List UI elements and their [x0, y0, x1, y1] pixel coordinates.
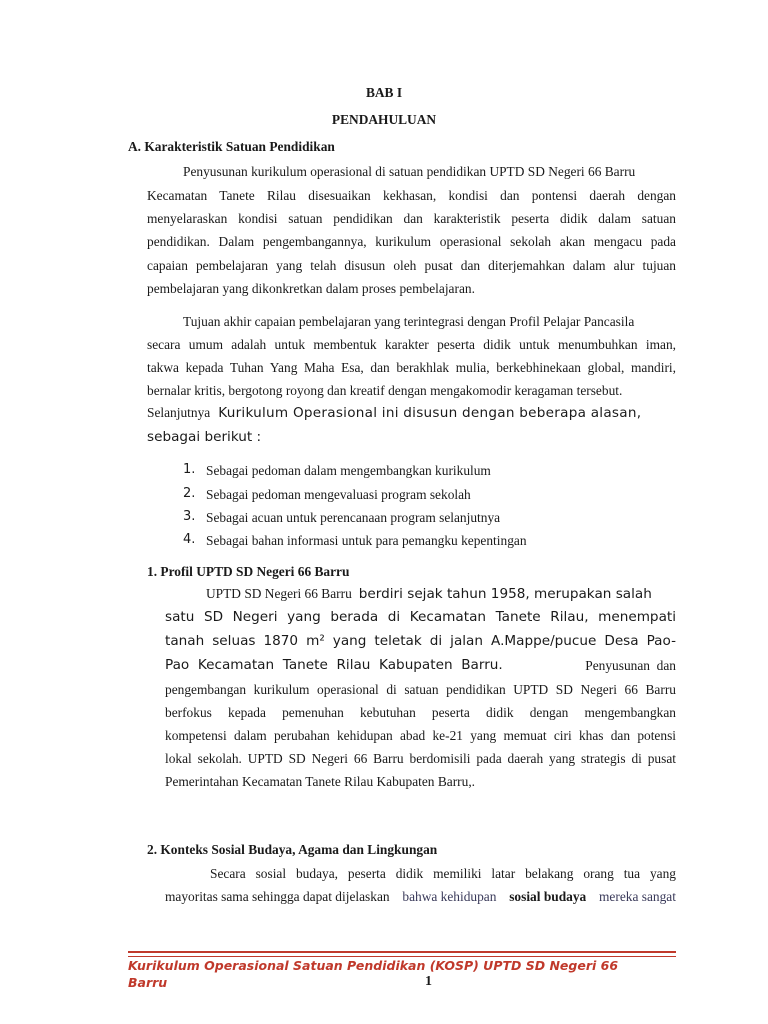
sub1-serif-line: kompetensi dalam perubahan kehidupan abad ke-21 yang memuat ciri khas dan potensi: [165, 728, 676, 743]
footer-title-line2: Barru: [128, 975, 168, 990]
reason-number: 3.: [183, 509, 196, 524]
sub2-line1: Secara sosial budaya, peserta didik memiliki latar belakang orang tua yang: [210, 866, 676, 881]
footer-rule-thin: [128, 956, 676, 957]
chapter-title: PENDAHULUAN: [331, 112, 437, 127]
page-number: 1: [425, 974, 432, 989]
reason-number: 4.: [183, 532, 196, 547]
p1-line: menyelaraskan kondisi satuan pendidikan dan karakteristik peserta didik dalam satuan: [147, 211, 676, 226]
sub1-sans-line: tanah seluas 1870 m² yang teletak di jalan A.Mappe/pucue Desa Pao-: [165, 633, 676, 649]
p1-line: pendidikan. Dalam pengembangannya, kurikulum operasional sekolah akan mengacu pada: [147, 234, 676, 249]
reason-text: Sebagai pedoman dalam mengembangkan kurikulum: [206, 463, 491, 478]
reason-text: Sebagai pedoman mengevaluasi program sekolah: [206, 487, 471, 502]
p2-line: Tujuan akhir capaian pembelajaran yang terintegrasi dengan Profil Pelajar Pancasila: [183, 314, 635, 329]
sub1-line1: [206, 585, 652, 603]
sub2-line2-c: mereka sangat: [599, 889, 676, 904]
p2-line: bernalar kritis, bergotong royong dan kreatif dengan mengakomodir keragaman tersebut.: [147, 383, 623, 398]
reason-text: Sebagai bahan informasi untuk para pemangku kepentingan: [206, 533, 527, 548]
p1-line: Penyusunan kurikulum operasional di satuan pendidikan UPTD SD Negeri 66 Barru: [183, 164, 636, 179]
p2-line: takwa kepada Tuhan Yang Maha Esa, dan berakhlak mulia, berkebhinekaan global, mandiri,: [147, 360, 676, 375]
chapter-label: BAB I: [365, 85, 403, 100]
sub1-serif-line: lokal sekolah. UPTD SD Negeri 66 Barru berdomisili pada daerah yang strategis di pusat: [165, 751, 676, 766]
sub1-line4-serif: Penyusunan dan: [585, 658, 676, 673]
p1-line: pembelajaran yang dikonkretkan dalam proses pembelajaran.: [147, 281, 475, 296]
sub2-line2-a: mayoritas sama sehingga dapat dijelaskan: [165, 889, 390, 904]
reason-number: 1.: [183, 462, 196, 477]
sub1-sans-line: satu SD Negeri yang berada di Kecamatan Tanete Rilau, menempati: [165, 609, 676, 625]
sub1-last-line: Pemerintahan Kecamatan Tanete Rilau Kabupaten Barru,.: [165, 774, 476, 789]
sub1-heading: 1. Profil UPTD SD Negeri 66 Barru: [147, 564, 350, 579]
sub1-line4-sans: Pao Kecamatan Tanete Rilau Kabupaten Barru.: [165, 657, 503, 673]
sub1-line1-sans: berdiri sejak tahun 1958, merupakan salah: [358, 586, 652, 602]
section-a-heading: A. Karakteristik Satuan Pendidikan: [128, 139, 335, 154]
sub2-heading: 2. Konteks Sosial Budaya, Agama dan Lingkungan: [147, 842, 438, 857]
p2-line-6: sebagai berikut :: [147, 429, 262, 445]
sub1-serif-line: pengembangan kurikulum operasional di satuan pendidikan UPTD SD Negeri 66 Barru: [165, 682, 676, 697]
sub2-line2: [165, 889, 676, 905]
p1-line: capaian pembelajaran yang telah disusun oleh pusat dan diterjemahkan dalam alur tujuan: [147, 258, 676, 273]
sub1-line4: [165, 656, 676, 674]
footer-rule-thick: [128, 951, 676, 953]
footer-title: Kurikulum Operasional Satuan Pendidikan (KOSP) UPTD SD Negeri 66: [128, 958, 619, 973]
reason-text: Sebagai acuan untuk perencanaan program selanjutnya: [206, 510, 501, 525]
school-name: UPTD SD Negeri 66 Barru: [206, 586, 352, 601]
p2-line-mixed: [147, 404, 676, 422]
sub1-serif-line: berfokus kepada pemenuhan kebutuhan peserta didik dengan mengembangkan: [165, 705, 676, 720]
reason-number: 2.: [183, 486, 196, 501]
p1-line: Kecamatan Tanete Rilau disesuaikan kekhasan, kondisi dan pontensi daerah dengan: [147, 188, 676, 203]
p2-line: secara umum adalah untuk membentuk karakter peserta didik untuk menumbuhkan iman,: [147, 337, 676, 352]
sub2-line2-bold: sosial budaya: [509, 889, 587, 904]
p2-prefix: Selanjutnya: [147, 405, 211, 420]
p2-rest: Kurikulum Operasional ini disusun dengan beberapa alasan,: [218, 405, 642, 421]
sub2-line2-b: bahwa kehidupan: [402, 889, 497, 904]
